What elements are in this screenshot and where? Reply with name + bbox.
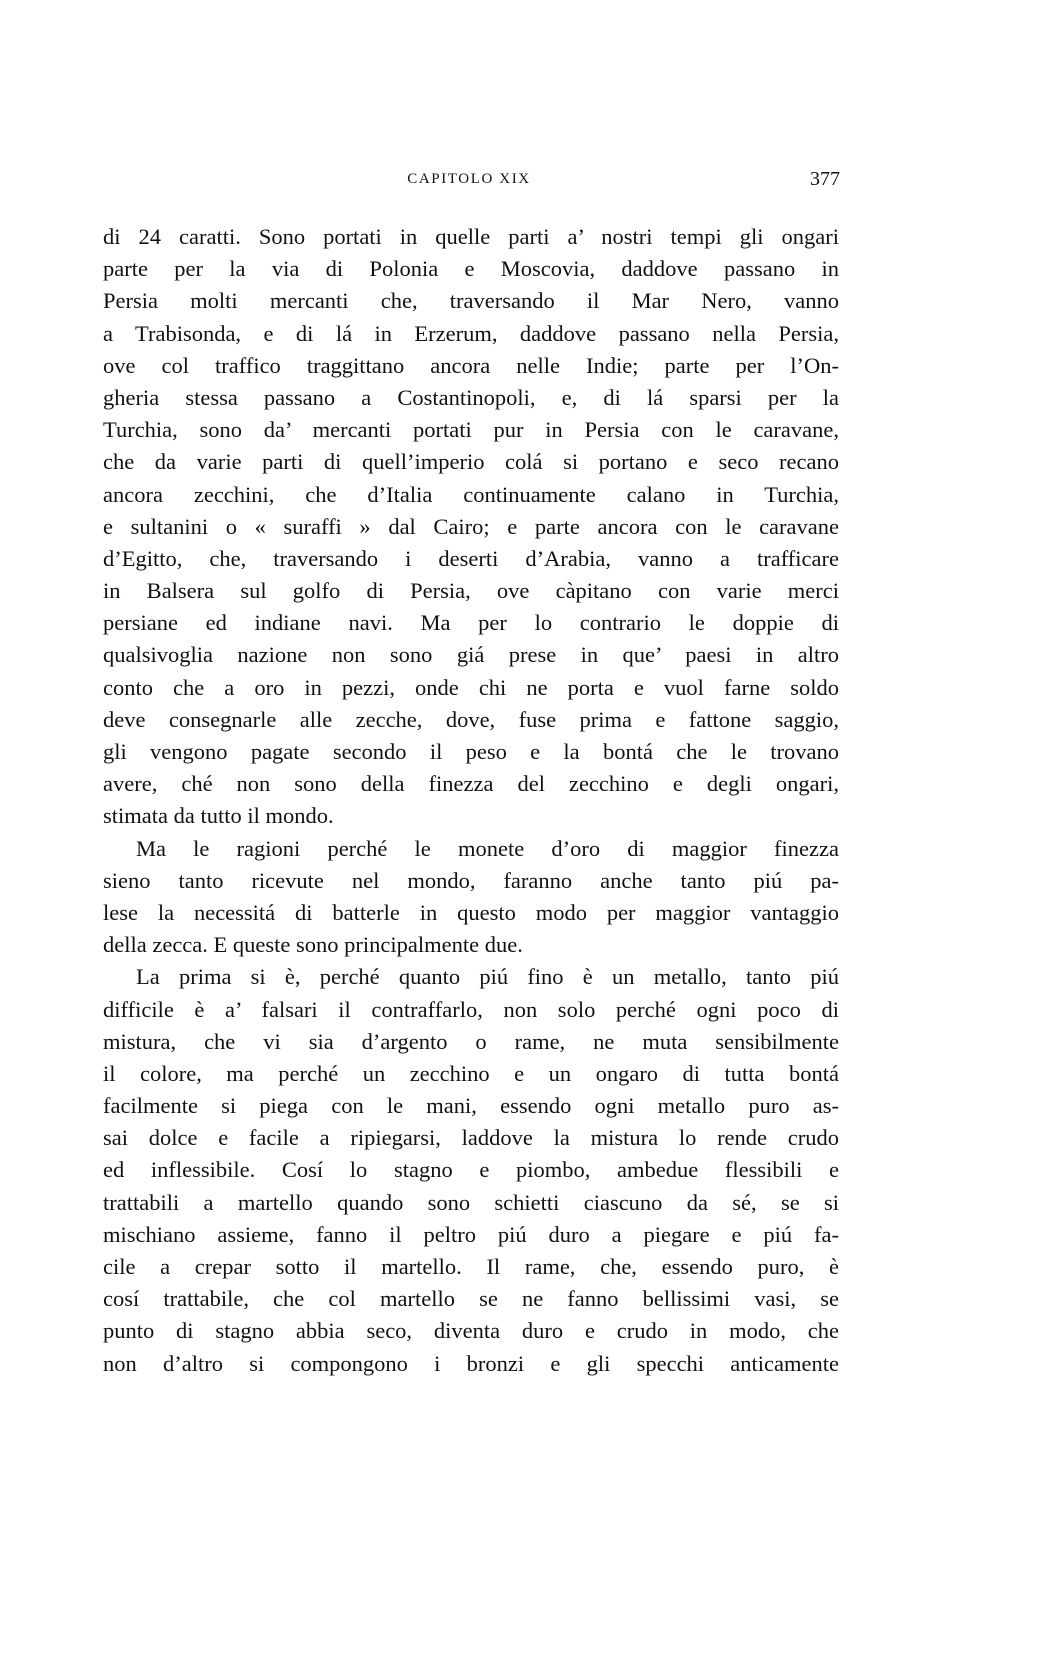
- text-line: ed inflessibile. Cosí lo stagno e piombo, ambedue flessibili e: [103, 1157, 839, 1183]
- text-line: gheria stessa passano a Costantinopoli, e, di lá sparsi per la: [103, 384, 839, 410]
- paragraph: [103, 221, 839, 833]
- text-line: avere, ché non sono della finezza del zecchino e degli ongari,: [103, 771, 839, 797]
- text-line: stimata da tutto il mondo.: [103, 803, 334, 829]
- text-line: d’Egitto, che, traversando i deserti d’Arabia, vanno a trafficare: [103, 545, 839, 571]
- text-line: persiane ed indiane navi. Ma per lo contrario le doppie di: [103, 610, 839, 636]
- text-line: della zecca. E queste sono principalmente due.: [103, 932, 523, 958]
- text-line: ancora zecchini, che d’Italia continuamente calano in Turchia,: [103, 481, 839, 507]
- text-line: e sultanini o « suraffi » dal Cairo; e parte ancora con le caravane: [103, 513, 839, 539]
- text-line: Turchia, sono da’ mercanti portati pur in Persia con le caravane,: [103, 417, 839, 443]
- paragraph: [103, 833, 839, 962]
- text-line: sai dolce e facile a ripiegarsi, laddove la mistura lo rende crudo: [103, 1125, 839, 1151]
- text-line: cile a crepar sotto il martello. Il rame, che, essendo puro, è: [103, 1254, 839, 1279]
- text-line: deve consegnarle alle zecche, dove, fuse prima e fattone saggio,: [103, 706, 839, 732]
- text-line: mistura, che vi sia d’argento o rame, ne muta sensibilmente: [103, 1028, 839, 1054]
- running-head: [98, 168, 840, 192]
- text-line: qualsivoglia nazione non sono giá prese in que’ paesi in altro: [103, 642, 839, 668]
- text-line: difficile è a’ falsari il contraffarlo, non solo perché ogni poco di: [103, 996, 839, 1022]
- text-line: parte per la via di Polonia e Moscovia, daddove passano in: [103, 256, 839, 282]
- text-line: di 24 caratti. Sono portati in quelle parti a’ nostri tempi gli ongari: [103, 224, 839, 249]
- chapter-title: CAPITOLO XIX: [407, 171, 531, 187]
- body-text: [103, 221, 839, 1380]
- text-line: ove col traffico traggittano ancora nelle Indie; parte per l’On-: [103, 352, 839, 378]
- text-line: il colore, ma perché un zecchino e un ongaro di tutta bontá: [103, 1060, 839, 1086]
- text-line: Persia molti mercanti che, traversando il Mar Nero, vanno: [103, 288, 839, 314]
- page-number: 377: [810, 168, 840, 190]
- text-line: che da varie parti di quell’imperio colá si portano e seco recano: [103, 449, 839, 475]
- text-line: facilmente si piega con le mani, essendo ogni metallo puro as-: [103, 1093, 839, 1119]
- text-line: a Trabisonda, e di lá in Erzerum, daddove passano nella Persia,: [103, 320, 839, 346]
- text-line: cosí trattabile, che col martello se ne fanno bellissimi vasi, se: [103, 1286, 839, 1312]
- text-line: in Balsera sul golfo di Persia, ove càpitano con varie merci: [103, 578, 839, 604]
- text-line: mischiano assieme, fanno il peltro piú duro a piegare e piú fa-: [103, 1221, 839, 1247]
- text-line: trattabili a martello quando sono schietti ciascuno da sé, se si: [103, 1189, 839, 1215]
- text-line: punto di stagno abbia seco, diventa duro e crudo in modo, che: [103, 1318, 839, 1344]
- text-line: lese la necessitá di batterle in questo modo per maggior vantaggio: [103, 899, 839, 925]
- text-line: sieno tanto ricevute nel mondo, faranno anche tanto piú pa-: [103, 867, 839, 893]
- text-line: La prima si è, perché quanto piú fino è un metallo, tanto piú: [136, 964, 839, 990]
- text-line: Ma le ragioni perché le monete d’oro di maggior finezza: [136, 835, 839, 861]
- text-line: non d’altro si compongono i bronzi e gli specchi anticamente: [103, 1350, 839, 1376]
- paragraph: [103, 961, 839, 1379]
- text-line: gli vengono pagate secondo il peso e la bontá che le trovano: [103, 739, 839, 764]
- text-line: conto che a oro in pezzi, onde chi ne porta e vuol farne soldo: [103, 674, 839, 700]
